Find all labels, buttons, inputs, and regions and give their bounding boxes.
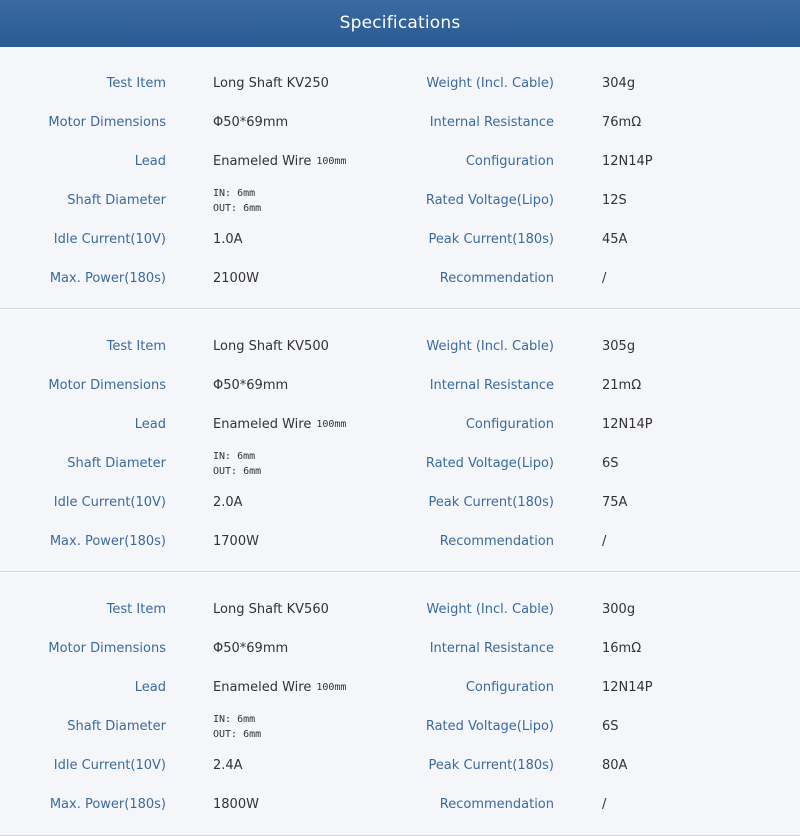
lead-value bbox=[213, 405, 428, 444]
internal-resistance-label: Internal Resistance bbox=[429, 641, 554, 656]
peak-current-value: 80A bbox=[602, 758, 628, 773]
rated-voltage-label: Rated Voltage(Lipo) bbox=[425, 719, 554, 734]
peak-current-value: 45A bbox=[602, 232, 628, 247]
internal-resistance-value: 76mΩ bbox=[602, 115, 642, 130]
lead-value bbox=[213, 142, 428, 181]
rated-voltage-value: 6S bbox=[602, 719, 619, 734]
lead-label: Lead bbox=[134, 154, 166, 169]
rated-voltage-label: Rated Voltage(Lipo) bbox=[425, 456, 554, 471]
spec-row bbox=[0, 444, 800, 483]
idle-current-label: Idle Current(10V) bbox=[53, 495, 166, 510]
lead-length: 100mm bbox=[316, 156, 347, 167]
weight-label: Weight (Incl. Cable) bbox=[426, 602, 554, 617]
recommendation-value: / bbox=[602, 797, 607, 812]
motor-dimensions-label: Motor Dimensions bbox=[48, 378, 166, 393]
lead-wire-type: Enameled Wire bbox=[213, 680, 312, 695]
spec-row bbox=[0, 668, 800, 707]
spec-row bbox=[0, 103, 800, 142]
idle-current-value: 1.0A bbox=[213, 232, 243, 247]
motor-dimensions-label: Motor Dimensions bbox=[48, 641, 166, 656]
lead-label: Lead bbox=[134, 417, 166, 432]
shaft-diameter-value bbox=[213, 707, 428, 746]
motor-dimensions-value: Φ50*69mm bbox=[213, 641, 289, 656]
spec-row bbox=[0, 483, 800, 522]
shaft-diameter-label: Shaft Diameter bbox=[67, 719, 166, 734]
idle-current-value: 2.0A bbox=[213, 495, 243, 510]
spec-row bbox=[0, 707, 800, 746]
idle-current-label: Idle Current(10V) bbox=[53, 758, 166, 773]
shaft-diameter-label: Shaft Diameter bbox=[67, 193, 166, 208]
shaft-in: IN: 6mm bbox=[213, 713, 256, 725]
idle-current-label: Idle Current(10V) bbox=[53, 232, 166, 247]
max-power-label: Max. Power(180s) bbox=[49, 271, 166, 286]
weight-value: 304g bbox=[602, 76, 636, 91]
rated-voltage-label: Rated Voltage(Lipo) bbox=[425, 193, 554, 208]
shaft-diameter-value bbox=[213, 181, 428, 220]
weight-label: Weight (Incl. Cable) bbox=[426, 76, 554, 91]
peak-current-label: Peak Current(180s) bbox=[428, 232, 554, 247]
spec-row bbox=[0, 522, 800, 561]
max-power-value: 1800W bbox=[213, 797, 259, 812]
weight-value: 305g bbox=[602, 339, 636, 354]
spec-row bbox=[0, 590, 800, 629]
recommendation-value: / bbox=[602, 534, 607, 549]
motor-dimensions-value: Φ50*69mm bbox=[213, 115, 289, 130]
page-title: Specifications bbox=[339, 13, 461, 33]
max-power-value: 1700W bbox=[213, 534, 259, 549]
test-item-value: Long Shaft KV560 bbox=[213, 602, 329, 617]
internal-resistance-value: 16mΩ bbox=[602, 641, 642, 656]
weight-label: Weight (Incl. Cable) bbox=[426, 339, 554, 354]
max-power-value: 2100W bbox=[213, 271, 259, 286]
internal-resistance-label: Internal Resistance bbox=[429, 115, 554, 130]
spec-row bbox=[0, 327, 800, 366]
configuration-value: 12N14P bbox=[602, 680, 653, 695]
internal-resistance-label: Internal Resistance bbox=[429, 378, 554, 393]
recommendation-label: Recommendation bbox=[439, 271, 554, 286]
spec-row bbox=[0, 259, 800, 298]
max-power-label: Max. Power(180s) bbox=[49, 797, 166, 812]
lead-wire-type: Enameled Wire bbox=[213, 154, 312, 169]
motor-dimensions-label: Motor Dimensions bbox=[48, 115, 166, 130]
recommendation-value: / bbox=[602, 271, 607, 286]
test-item-value: Long Shaft KV250 bbox=[213, 76, 329, 91]
test-item-label: Test Item bbox=[106, 339, 166, 354]
configuration-value: 12N14P bbox=[602, 417, 653, 432]
shaft-in: IN: 6mm bbox=[213, 187, 256, 199]
peak-current-value: 75A bbox=[602, 495, 628, 510]
rated-voltage-value: 6S bbox=[602, 456, 619, 471]
lead-value bbox=[213, 668, 428, 707]
recommendation-label: Recommendation bbox=[439, 797, 554, 812]
spec-block-kv560 bbox=[0, 573, 800, 836]
spec-row bbox=[0, 746, 800, 785]
shaft-diameter-label: Shaft Diameter bbox=[67, 456, 166, 471]
weight-value: 300g bbox=[602, 602, 636, 617]
shaft-out: OUT: 6mm bbox=[213, 465, 262, 477]
spec-row bbox=[0, 405, 800, 444]
shaft-out: OUT: 6mm bbox=[213, 202, 262, 214]
spec-row bbox=[0, 785, 800, 824]
recommendation-label: Recommendation bbox=[439, 534, 554, 549]
idle-current-value: 2.4A bbox=[213, 758, 243, 773]
lead-length: 100mm bbox=[316, 419, 347, 430]
test-item-label: Test Item bbox=[106, 76, 166, 91]
lead-length: 100mm bbox=[316, 682, 347, 693]
spec-row bbox=[0, 366, 800, 405]
configuration-label: Configuration bbox=[465, 154, 554, 169]
configuration-label: Configuration bbox=[465, 680, 554, 695]
rated-voltage-value: 12S bbox=[602, 193, 627, 208]
peak-current-label: Peak Current(180s) bbox=[428, 758, 554, 773]
internal-resistance-value: 21mΩ bbox=[602, 378, 642, 393]
spec-block-kv500 bbox=[0, 310, 800, 572]
shaft-out: OUT: 6mm bbox=[213, 728, 262, 740]
spec-row bbox=[0, 629, 800, 668]
shaft-in: IN: 6mm bbox=[213, 450, 256, 462]
motor-dimensions-value: Φ50*69mm bbox=[213, 378, 289, 393]
spec-row bbox=[0, 220, 800, 259]
spec-block-kv250 bbox=[0, 47, 800, 309]
configuration-label: Configuration bbox=[465, 417, 554, 432]
test-item-value: Long Shaft KV500 bbox=[213, 339, 329, 354]
spec-row bbox=[0, 64, 800, 103]
spec-row bbox=[0, 142, 800, 181]
test-item-label: Test Item bbox=[106, 602, 166, 617]
specifications-header bbox=[0, 0, 800, 47]
max-power-label: Max. Power(180s) bbox=[49, 534, 166, 549]
configuration-value: 12N14P bbox=[602, 154, 653, 169]
shaft-diameter-value bbox=[213, 444, 428, 483]
spec-row bbox=[0, 181, 800, 220]
lead-wire-type: Enameled Wire bbox=[213, 417, 312, 432]
peak-current-label: Peak Current(180s) bbox=[428, 495, 554, 510]
lead-label: Lead bbox=[134, 680, 166, 695]
